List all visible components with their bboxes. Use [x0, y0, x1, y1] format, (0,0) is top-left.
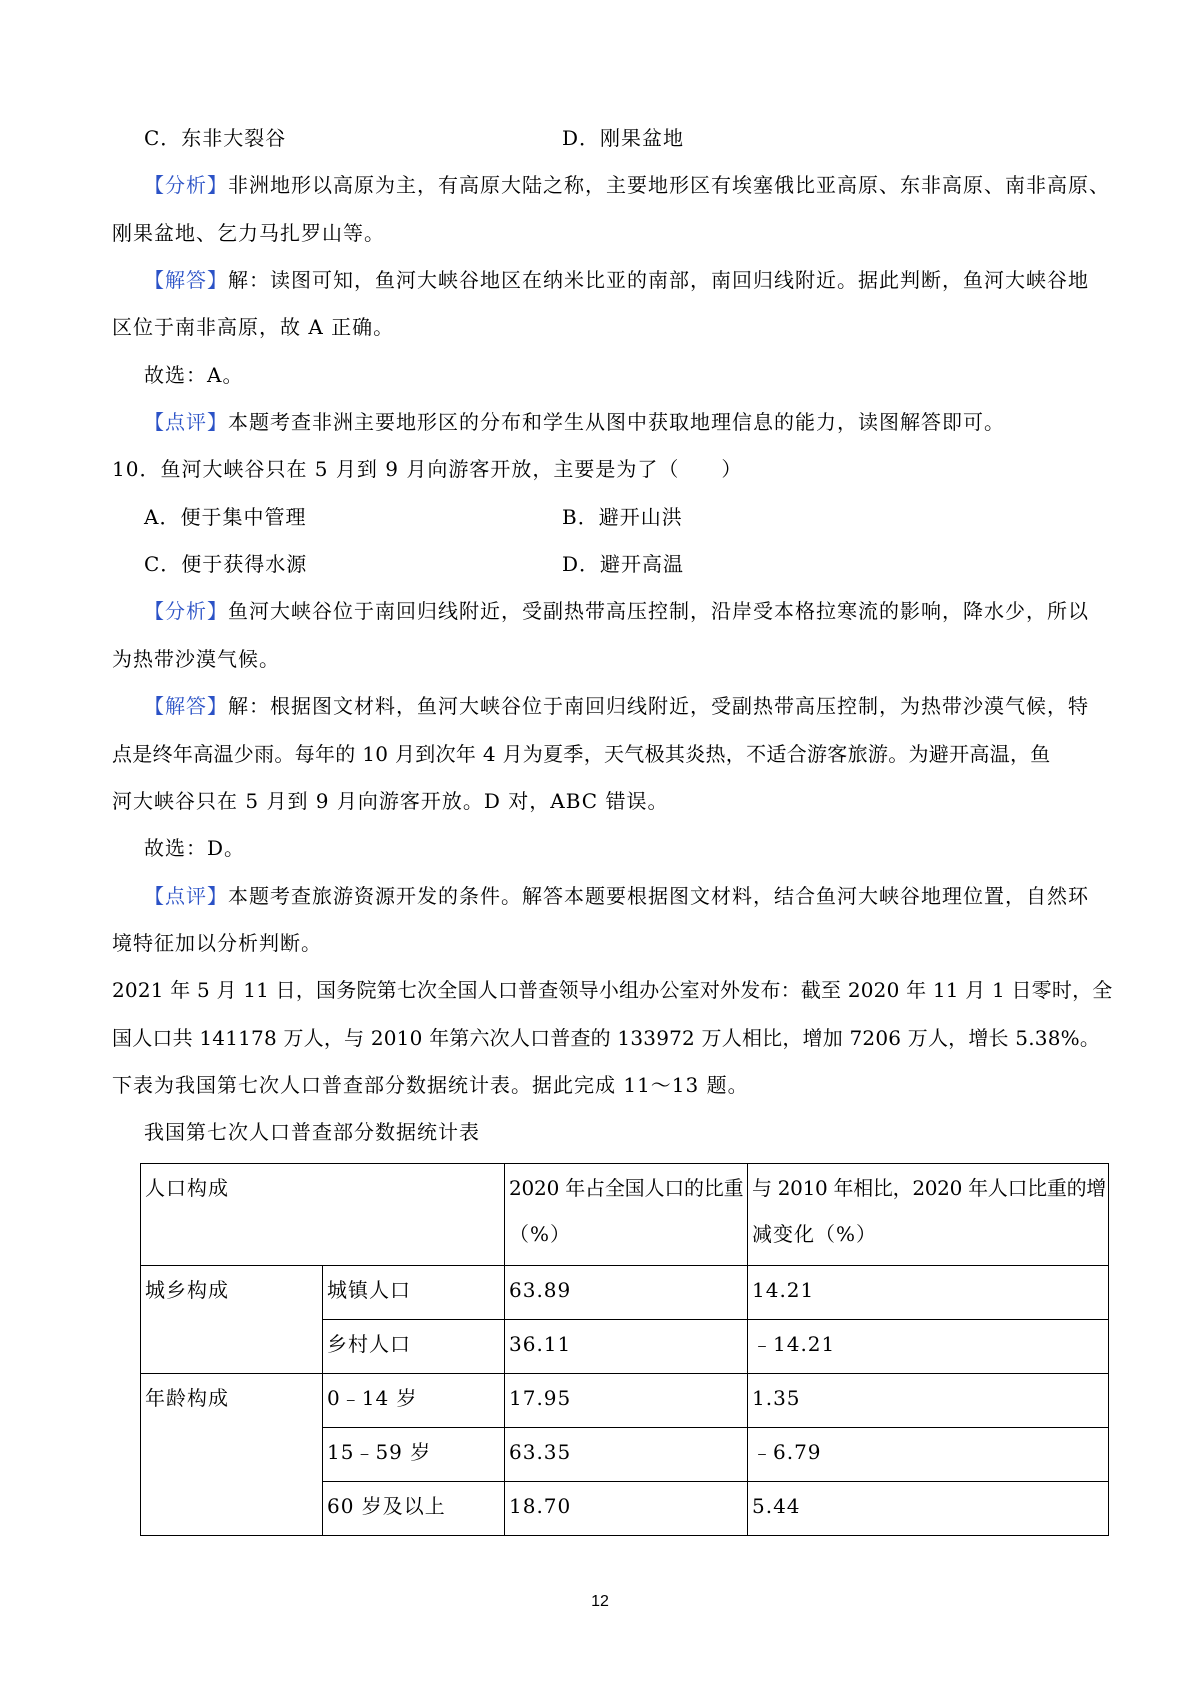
row-share: 18.70 — [505, 1482, 748, 1536]
row-change: ﹣6.79 — [748, 1428, 1109, 1482]
q9-analysis-line1: 【分析】非洲地形以高原为主，有高原大陆之称，主要地形区有埃塞俄比亚高原、东非高原、南非高原、 — [144, 173, 1110, 197]
row-share: 36.11 — [505, 1320, 748, 1374]
row-share: 17.95 — [505, 1374, 748, 1428]
analysis-tag: 【分析】 — [144, 173, 228, 197]
q10-choice: 故选：D。 — [144, 836, 246, 860]
q9-analysis-line2: 刚果盆地、乞力马扎罗山等。 — [112, 221, 385, 245]
row-change: ﹣14.21 — [748, 1320, 1109, 1374]
q10-question: 10．鱼河大峡谷只在 5 月到 9 月向游客开放，主要是为了（ ） — [112, 457, 743, 481]
comment-tag: 【点评】 — [144, 410, 228, 434]
population-stats-table — [140, 1163, 1109, 1536]
row-change: 5.44 — [748, 1482, 1109, 1536]
table-row — [141, 1374, 1109, 1428]
row-label: 0﹣14 岁 — [323, 1374, 505, 1428]
intro-line1: 2021 年 5 月 11 日，国务院第七次全国人口普查领导小组办公室对外发布：截至 2020 年 11 月 1 日零时，全 — [112, 978, 1113, 1002]
q10-answer-line3: 河大峡谷只在 5 月到 9 月向游客开放。D 对，ABC 错误。 — [112, 789, 669, 813]
row-share: 63.35 — [505, 1428, 748, 1482]
q9-answer-line1: 【解答】解：读图可知，鱼河大峡谷地区在纳米比亚的南部，南回归线附近。据此判断，鱼河大峡谷地 — [144, 268, 1089, 292]
option-d-q10: D．避开高温 — [562, 552, 685, 576]
row-label: 60 岁及以上 — [323, 1482, 505, 1536]
group-age: 年龄构成 — [141, 1374, 323, 1536]
table-header-row — [141, 1164, 1109, 1266]
row-change: 1.35 — [748, 1374, 1109, 1428]
header-composition: 人口构成 — [141, 1164, 505, 1266]
q10-analysis-line1: 【分析】鱼河大峡谷位于南回归线附近，受副热带高压控制，沿岸受本格拉寒流的影响，降水少，所以 — [144, 599, 1089, 623]
table-title: 我国第七次人口普查部分数据统计表 — [144, 1120, 480, 1144]
header-change: 与 2010 年相比，2020 年人口比重的增 减变化（%） — [748, 1164, 1109, 1266]
q10-analysis-line2: 为热带沙漠气候。 — [112, 647, 280, 671]
option-c-q9: C．东非大裂谷 — [144, 126, 287, 150]
q10-comment-line1: 【点评】本题考查旅游资源开发的条件。解答本题要根据图文材料，结合鱼河大峡谷地理位置，自然环 — [144, 884, 1089, 908]
answer-tag: 【解答】 — [144, 694, 228, 718]
intro-line2: 国人口共 141178 万人，与 2010 年第六次人口普查的 133972 万人相比，增加 7206 万人，增长 5.38%。 — [112, 1026, 1101, 1050]
row-share: 63.89 — [505, 1266, 748, 1320]
option-a-q10: A．便于集中管理 — [144, 505, 307, 529]
row-label: 城镇人口 — [323, 1266, 505, 1320]
header-share: 2020 年占全国人口的比重 （%） — [505, 1164, 748, 1266]
analysis-tag: 【分析】 — [144, 599, 228, 623]
option-b-q10: B．避开山洪 — [562, 505, 683, 529]
q9-answer-line2: 区位于南非高原，故 A 正确。 — [112, 315, 395, 339]
row-change: 14.21 — [748, 1266, 1109, 1320]
group-urban-rural: 城乡构成 — [141, 1266, 323, 1374]
q10-answer-line2: 点是终年高温少雨。每年的 10 月到次年 4 月为夏季，天气极其炎热，不适合游客旅游。为避开高温，鱼 — [112, 742, 1051, 766]
page-number: 12 — [591, 1593, 609, 1610]
row-label: 15﹣59 岁 — [323, 1428, 505, 1482]
q9-comment-line1: 【点评】本题考查非洲主要地形区的分布和学生从图中获取地理信息的能力，读图解答即可。 — [144, 410, 1005, 434]
option-c-q10: C．便于获得水源 — [144, 552, 308, 576]
table-row — [141, 1266, 1109, 1320]
q10-answer-line1: 【解答】解：根据图文材料，鱼河大峡谷位于南回归线附近，受副热带高压控制，为热带沙漠气候，特 — [144, 694, 1089, 718]
row-label: 乡村人口 — [323, 1320, 505, 1374]
option-d-q9: D．刚果盆地 — [562, 126, 685, 150]
q10-comment-line2: 境特征加以分析判断。 — [112, 931, 322, 955]
intro-line3: 下表为我国第七次人口普查部分数据统计表。据此完成 11～13 题。 — [112, 1073, 749, 1097]
q9-choice: 故选：A。 — [144, 363, 244, 387]
answer-tag: 【解答】 — [144, 268, 228, 292]
comment-tag: 【点评】 — [144, 884, 228, 908]
